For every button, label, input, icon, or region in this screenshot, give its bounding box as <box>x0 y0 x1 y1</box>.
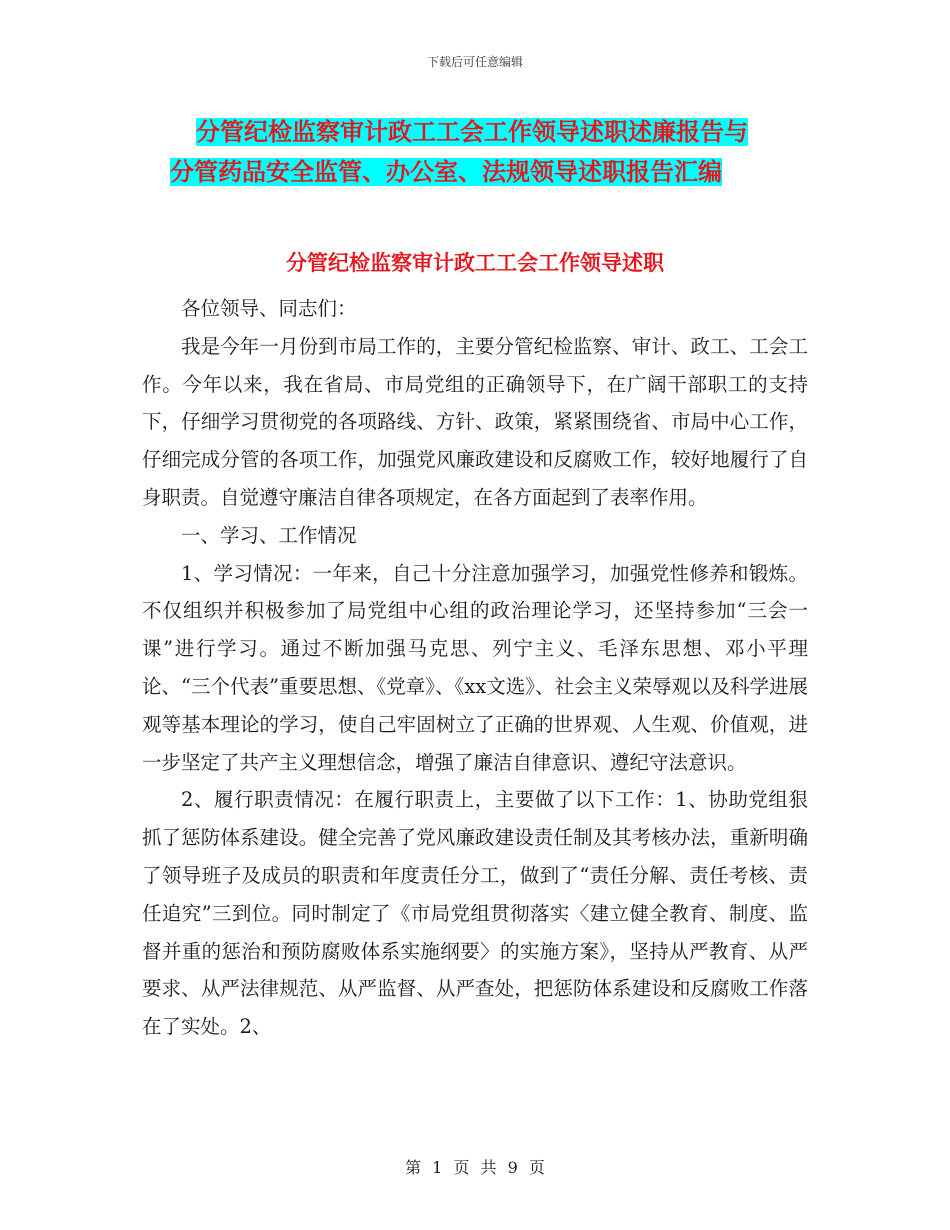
document-title-line-1 <box>150 112 850 152</box>
document-title <box>150 112 850 192</box>
paragraph-intro: 我是今年一月份到市局工作的，主要分管纪检监察、审计、政工、工会工作。今年以来，我在省局、市局党组的正确领导下，在广阔干部职工的支持下，仔细学习贯彻党的各项路线、方针、政策，紧紧围绕省、市局中心工作，仔细完成分管的各项工作，加强党风廉政建设和反腐败工作，较好地履行了自身职责。自觉遵守廉洁自律各项规定，在各方面起到了表率作用。 <box>142 334 808 509</box>
document-body <box>142 290 808 1046</box>
section-title: 分管纪检监察审计政工工会工作领导述职 <box>286 251 664 275</box>
title-highlight-2: 分管药品安全监管、办公室、法规领导述职报告汇编 <box>170 158 722 186</box>
document-title-line-2 <box>150 152 850 192</box>
page-footer: 第 1 页 共 9 页 <box>405 1158 545 1177</box>
paragraph-duties: 2、履行职责情况：在履行职责上，主要做了以下工作：1、协助党组狠抓了惩防体系建设。健全完善了党风廉政建设责任制及其考核办法，重新明确了领导班子及成员的职责和年度责任分工，做到了“责任分解、责任考核、责任追究”三到位。同时制定了《市局党组贯彻落实〈建立健全教育、制度、监督并重的惩治和预防腐败体系实施纲要〉的实施方案》，坚持从严教育、从严要求、从严法律规范、从严监督、从严查处，把惩防体系建设和反腐败工作落在了实处。2、 <box>142 788 808 1039</box>
page-header-note: 下载后可任意编辑 <box>426 55 523 69</box>
paragraph-heading-1: 一、学习、工作情况 <box>181 523 357 547</box>
paragraph-study: 1、学习情况：一年来，自己十分注意加强学习，加强党性修养和锻炼。不仅组织并积极参加了局党组中心组的政治理论学习，还坚持参加“三会一课”进行学习。通过不断加强马克思、列宁主义、毛泽东思想、邓小平理论、“三个代表”重要思想、《党章》、《xx文选》、社会主义荣辱观以及科学进展观等基本理论的学习，使自己牢固树立了正确的世界观、人生观、价值观，进一步坚定了共产主义理想信念，增强了廉洁自律意识、遵纪守法意识。 <box>142 561 808 774</box>
paragraph-salutation: 各位领导、同志们： <box>181 297 357 320</box>
title-highlight-1: 分管纪检监察审计政工工会工作领导述职述廉报告与 <box>196 118 748 146</box>
